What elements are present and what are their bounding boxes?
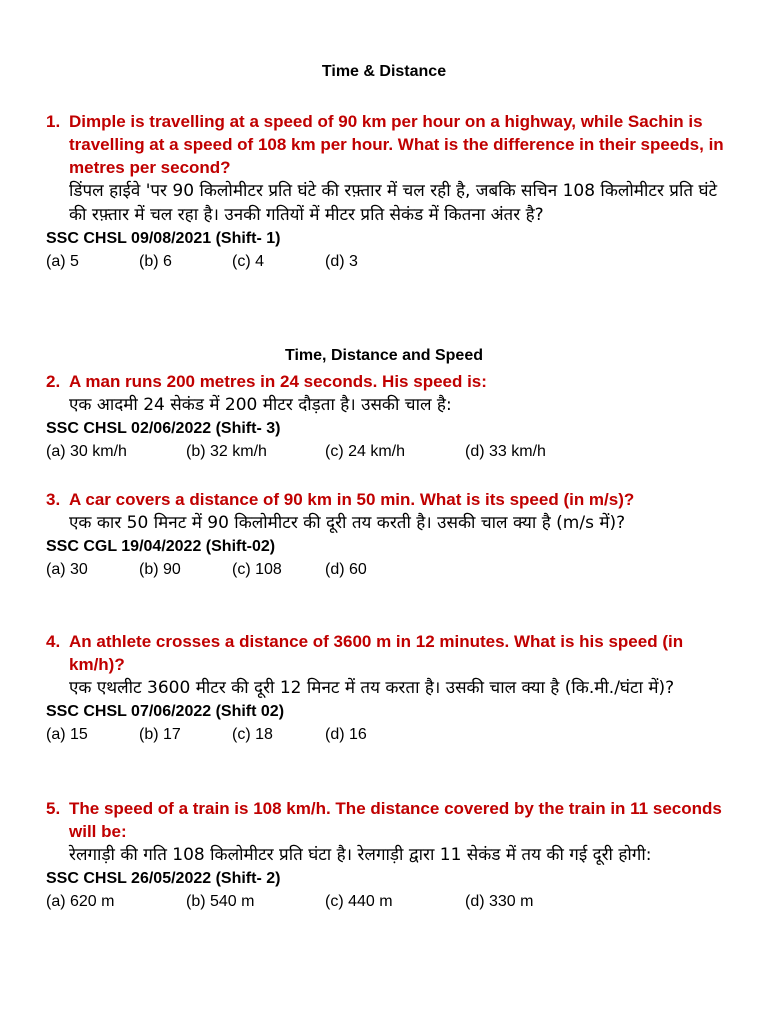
option-d: (d) 3 [325, 253, 358, 270]
option-d: (d) 330 m [465, 893, 534, 910]
option-a: (a) 30 [46, 561, 88, 578]
question-4-english [46, 630, 726, 676]
option-d: (d) 33 km/h [465, 443, 546, 460]
option-c: (c) 440 m [325, 893, 393, 910]
option-c: (c) 24 km/h [325, 443, 406, 460]
question-1-hindi: डिंपल हाईवे 'पर 90 किलोमीटर प्रति घंटे की रफ़्तार में चल रही है, जबकि सचिन 108 किलोमीटर प्रति घंटे की रफ़्तार में चल रहा है। उनकी गतियों में मीटर प्रति सेकंड में कितना अंतर है? [69, 181, 718, 225]
option-a: (a) 5 [46, 253, 79, 270]
question-3-options [46, 558, 726, 582]
question-4-hindi: एक एथलीट 3600 मीटर की दूरी 12 मिनट में तय करता है। उसकी चाल क्या है (कि.मी./घंटा में)? [69, 678, 675, 698]
option-c: (c) 4 [232, 253, 264, 270]
option-c: (c) 108 [232, 561, 282, 578]
option-b: (b) 32 km/h [186, 443, 267, 460]
option-b: (b) 90 [139, 561, 181, 578]
option-b: (b) 540 m [186, 893, 255, 910]
question-2-options [46, 440, 726, 464]
question-3-source: SSC CGL 19/04/2022 (Shift-02) [46, 538, 276, 555]
question-number: 1. [46, 112, 61, 131]
question-5-options [46, 890, 726, 914]
option-a: (a) 620 m [46, 893, 115, 910]
question-text: A man runs 200 metres in 24 seconds. His speed is: [69, 372, 487, 391]
question-2-english [46, 370, 726, 393]
question-5-english [46, 797, 726, 843]
question-1-source: SSC CHSL 09/08/2021 (Shift- 1) [46, 230, 281, 247]
option-d: (d) 60 [325, 561, 367, 578]
option-b: (b) 6 [139, 253, 172, 270]
question-number: 4. [46, 632, 61, 651]
question-5-source: SSC CHSL 26/05/2022 (Shift- 2) [46, 870, 281, 887]
question-number: 3. [46, 490, 61, 509]
question-4-source: SSC CHSL 07/06/2022 (Shift 02) [46, 703, 285, 720]
question-3 [46, 488, 726, 582]
question-3-hindi: एक कार 50 मिनट में 90 किलोमीटर की दूरी तय करती है। उसकी चाल क्या है (m/s में)? [69, 513, 626, 533]
question-3-english [46, 488, 726, 511]
page-title: Time & Distance [321, 63, 447, 80]
question-4 [46, 630, 726, 747]
question-1-english [46, 110, 726, 179]
question-4-options [46, 723, 726, 747]
question-text: The speed of a train is 108 km/h. The distance covered by the train in 11 seconds will be: [69, 799, 722, 841]
question-text: An athlete crosses a distance of 3600 m in 12 minutes. What is his speed (in km/h)? [69, 632, 684, 674]
question-2-source: SSC CHSL 02/06/2022 (Shift- 3) [46, 420, 281, 437]
option-d: (d) 16 [325, 726, 367, 743]
option-a: (a) 15 [46, 726, 88, 743]
question-2-hindi: एक आदमी 24 सेकंड में 200 मीटर दौड़ता है। उसकी चाल है: [69, 395, 452, 415]
question-number: 5. [46, 799, 61, 818]
question-number: 2. [46, 372, 61, 391]
question-1 [46, 110, 726, 274]
question-1-options [46, 250, 726, 274]
option-a: (a) 30 km/h [46, 443, 127, 460]
option-b: (b) 17 [139, 726, 181, 743]
question-5-hindi: रेलगाड़ी की गति 108 किलोमीटर प्रति घंटा है। रेलगाड़ी द्वारा 11 सेकंड में तय की गई दूरी होगी: [69, 845, 652, 865]
option-c: (c) 18 [232, 726, 273, 743]
question-5 [46, 797, 726, 914]
question-2 [46, 370, 726, 464]
question-text: A car covers a distance of 90 km in 50 min. What is its speed (in m/s)? [69, 490, 635, 509]
question-text: Dimple is travelling at a speed of 90 km per hour on a highway, while Sachin is travelling at a speed of 108 km per hour. What is the difference in their speeds, in metres per second? [69, 112, 724, 177]
section-title: Time, Distance and Speed [285, 347, 483, 364]
